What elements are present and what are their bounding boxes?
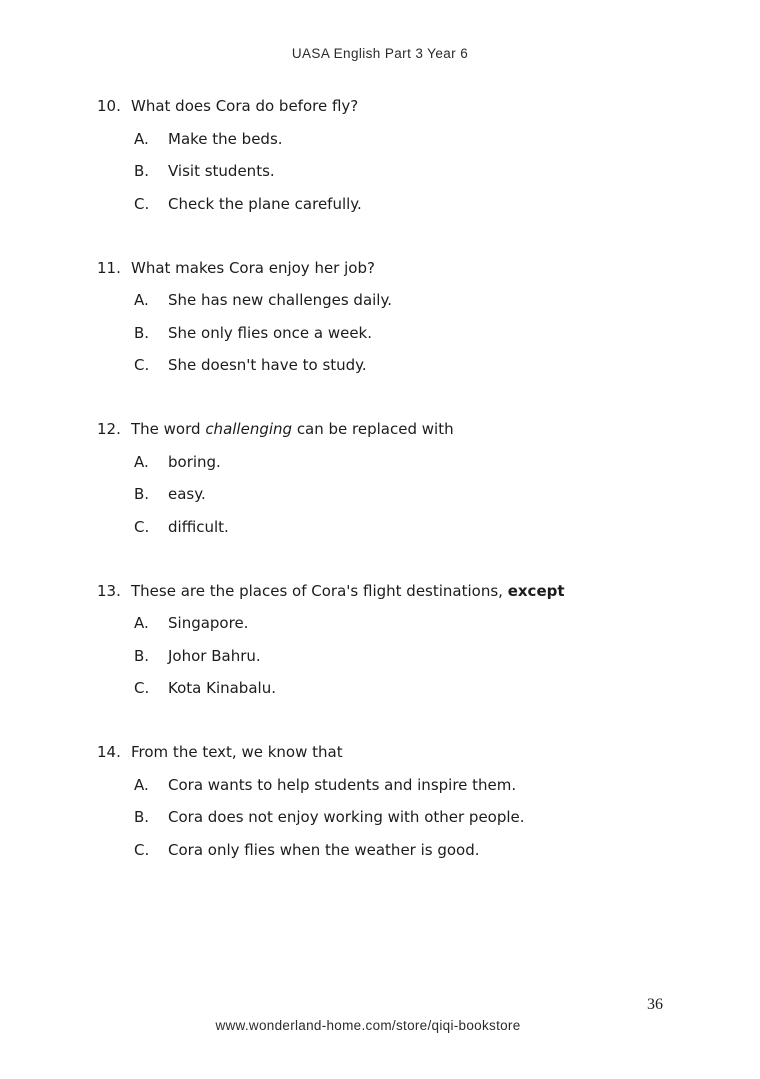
question	[97, 259, 710, 277]
question-number: 12.	[97, 420, 121, 438]
option-text: easy.	[168, 485, 206, 503]
answer-option	[134, 130, 710, 148]
answer-option	[134, 841, 710, 859]
option-text: Cora does not enjoy working with other people.	[168, 808, 525, 826]
question-number: 10.	[97, 97, 121, 115]
option-letter: A.	[134, 129, 149, 148]
option-letter: C.	[134, 356, 150, 374]
option-text: Cora only flies when the weather is good.	[168, 840, 480, 859]
option-text: Make the beds.	[168, 129, 283, 148]
footer-url: www.wonderland-home.com/store/qiqi-bookstore	[215, 1018, 521, 1033]
option-text: She has new challenges daily.	[168, 291, 392, 309]
option-letter: A.	[134, 291, 149, 309]
questions-list	[97, 97, 710, 905]
option-text: She doesn't have to study.	[168, 356, 367, 374]
page-header-title: UASA English Part 3 Year 6	[291, 46, 469, 61]
question-block	[97, 97, 710, 213]
answer-option	[134, 808, 710, 826]
option-letter: C.	[134, 194, 150, 213]
option-letter: A.	[134, 452, 149, 471]
answer-option	[134, 453, 710, 471]
question	[97, 420, 710, 438]
option-letter: B.	[134, 646, 150, 665]
option-letter: A.	[134, 614, 149, 632]
question-block	[97, 582, 710, 698]
question-block	[97, 420, 710, 536]
question-block	[97, 743, 710, 859]
page-number: 36	[647, 996, 663, 1013]
option-text: Visit students.	[168, 162, 275, 180]
answer-option	[134, 518, 710, 536]
question-block	[97, 259, 710, 375]
question	[97, 97, 710, 115]
question	[97, 743, 710, 761]
option-text: Check the plane carefully.	[168, 194, 362, 213]
option-letter: B.	[134, 323, 150, 342]
question-text: What does Cora do before fly?	[131, 97, 359, 115]
question-text: What makes Cora enjoy her job?	[131, 258, 375, 277]
question-number: 11.	[97, 258, 121, 277]
answer-option	[134, 356, 710, 374]
option-letter: C.	[134, 517, 150, 536]
option-letter: B.	[134, 808, 150, 826]
question-text: From the text, we know that	[131, 743, 343, 761]
answer-option	[134, 614, 710, 632]
option-letter: A.	[134, 775, 149, 794]
option-letter: C.	[134, 840, 150, 859]
answer-option	[134, 291, 710, 309]
option-text: Kota Kinabalu.	[168, 679, 276, 697]
answer-option	[134, 195, 710, 213]
option-text: Johor Bahru.	[168, 646, 261, 665]
question-text: The word challenging can be replaced with	[131, 420, 454, 438]
question	[97, 582, 710, 600]
question-text: These are the places of Cora's flight destinations, except	[131, 581, 565, 600]
option-text: She only flies once a week.	[168, 323, 373, 342]
answer-option	[134, 162, 710, 180]
option-text: boring.	[168, 452, 221, 471]
option-letter: C.	[134, 679, 150, 697]
question-number: 13.	[97, 581, 121, 600]
answer-option	[134, 679, 710, 697]
option-letter: B.	[134, 162, 150, 180]
option-text: Singapore.	[168, 614, 249, 632]
question-number: 14.	[97, 743, 121, 761]
answer-option	[134, 776, 710, 794]
answer-option	[134, 647, 710, 665]
option-text: Cora wants to help students and inspire them.	[168, 775, 517, 794]
option-text: difficult.	[168, 517, 229, 536]
answer-option	[134, 485, 710, 503]
option-letter: B.	[134, 485, 150, 503]
answer-option	[134, 324, 710, 342]
